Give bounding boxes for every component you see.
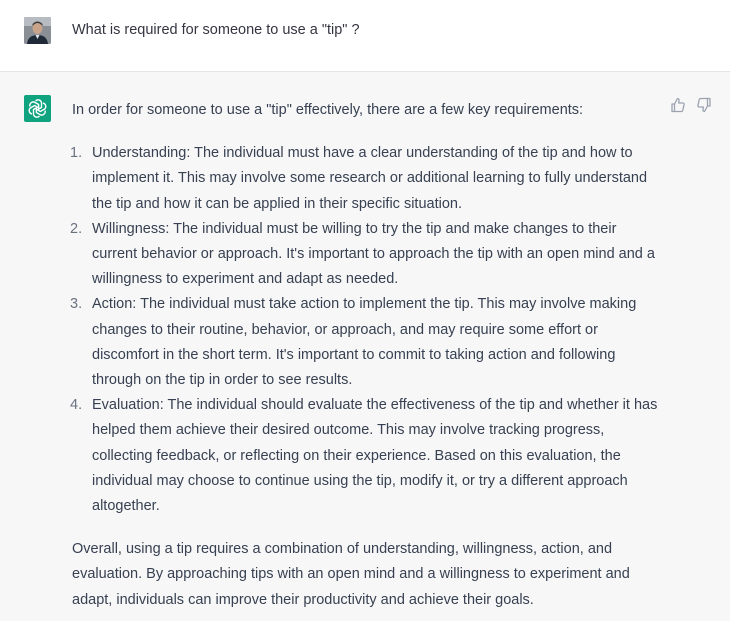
list-item-text: Understanding: The individual must have a clear understanding of the tip and how to implement it. This may involve some research or additional learning to fully understand the tip and how it can be applied in their specific situation. — [92, 145, 648, 212]
assistant-outro: Overall, using a tip requires a combination of understanding, willingness, action, and evaluation. By approaching tips with an open mind and a willingness to experiment and adapt, individuals can improve their productivity and achieve their goals. — [72, 541, 630, 608]
assistant-message-row — [0, 72, 730, 621]
assistant-message-content — [72, 98, 672, 613]
list-item — [72, 393, 662, 519]
list-item-number: 4. — [70, 397, 83, 414]
list-item-text: Evaluation: The individual should evaluate the effectiveness of the tip and whether it has helped them achieve their desired outcome. This may involve tracking progress, collecting feedback, or reflecting on their experience. Based on this evaluation, the individual may choose to continue using the tip, modify it, or try a different approach altogether. — [92, 397, 658, 515]
list-item-text: Willingness: The individual must be willing to try the tip and make changes to their current behavior or approach. It's important to approach the tip with an open mind and a willingness to experiment and adapt as needed. — [92, 220, 655, 288]
list-item-number: 1. — [70, 145, 83, 162]
user-message-row — [0, 0, 730, 72]
thumbs-up-icon[interactable] — [670, 97, 686, 113]
list-item-number: 2. — [70, 220, 83, 237]
user-avatar — [24, 17, 51, 44]
list-item — [72, 141, 662, 217]
thumbs-down-icon[interactable] — [696, 97, 712, 113]
user-message-text: What is required for someone to use a "tip" ? — [72, 22, 360, 38]
list-item — [72, 292, 662, 393]
list-item-number: 3. — [70, 296, 83, 313]
openai-logo-icon — [24, 95, 51, 122]
assistant-intro: In order for someone to use a "tip" effectively, there are a few key requirements: — [72, 102, 584, 118]
list-item — [72, 217, 662, 293]
list-item-text: Action: The individual must take action to implement the tip. This may involve making changes to their routine, behavior, or approach, and may require some effort or discomfort in the short term. It's important to commit to taking action and following through on the tip in order to see results. — [92, 296, 637, 389]
requirements-list — [72, 141, 672, 519]
